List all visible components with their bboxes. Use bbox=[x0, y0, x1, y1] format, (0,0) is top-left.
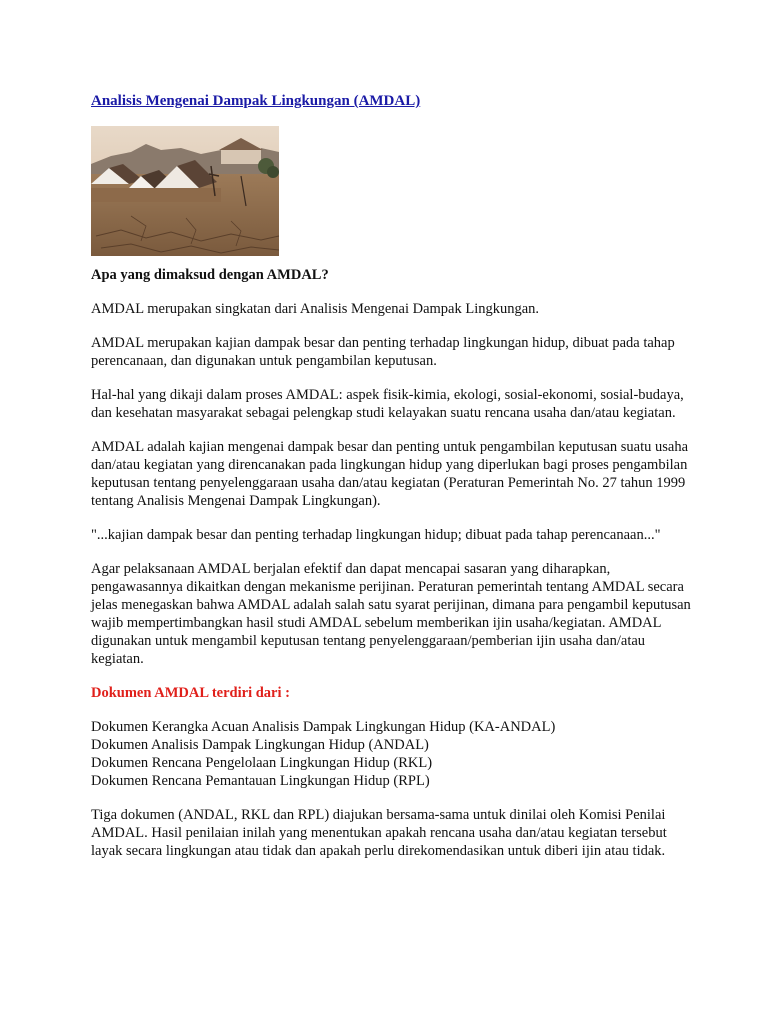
document-page bbox=[91, 92, 691, 860]
list-item: Dokumen Rencana Pemantauan Lingkungan Hidup (RPL) bbox=[91, 773, 430, 789]
paragraph-study: AMDAL merupakan kajian dampak besar dan penting terhadap lingkungan hidup, dibuat pada tahap perencanaan, dan digunakan untuk pengambilan keputusan. bbox=[91, 335, 675, 369]
paragraph-regulation: AMDAL adalah kajian mengenai dampak besar dan penting untuk pengambilan keputusan suatu usaha dan/atau kegiatan yang direncanakan pada lingkungan hidup yang diperlukan bagi proses pengambilan keputusan tentang penyelenggaraan usaha dan/atau kegiatan (Peraturan Pemerintah No. 27 tahun 1999 tentang Analisis Mengenai Dampak Lingkungan). bbox=[91, 439, 689, 509]
list-item: Dokumen Analisis Dampak Lingkungan Hidup (ANDAL) bbox=[91, 737, 429, 753]
paragraph-definition: AMDAL merupakan singkatan dari Analisis Mengenai Dampak Lingkungan. bbox=[91, 301, 540, 317]
paragraph-closing: Tiga dokumen (ANDAL, RKL dan RPL) diajukan bersama-sama untuk dinilai oleh Komisi Penilai AMDAL. Hasil penilaian inilah yang menentukan apakah rencana usaha dan/atau kegiatan tersebut layak secara lingkungan atau tidak dan apakah perlu direkomendasikan untuk diberi ijin atau tidak. bbox=[91, 807, 667, 859]
article-title-link[interactable]: Analisis Mengenai Dampak Lingkungan (AMDAL) bbox=[91, 93, 421, 109]
paragraph-quote: "...kajian dampak besar dan penting terhadap lingkungan hidup; dibuat pada tahap perencanaan..." bbox=[91, 527, 661, 543]
question-heading: Apa yang dimaksud dengan AMDAL? bbox=[91, 267, 329, 283]
paragraph-licensing: Agar pelaksanaan AMDAL berjalan efektif dan dapat mencapai sasaran yang diharapkan, pengawasannya dikaitkan dengan mekanisme perijinan. Peraturan pemerintah tentang AMDAL secara jelas menegaskan bahwa AMDAL adalah salah satu syarat perijinan, dimana para pengambil keputusan wajib mempertimbangkan hasil studi AMDAL sebelum memberikan ijin usaha/kegiatan. AMDAL digunakan untuk mengambil keputusan tentang penyelenggaraan/pemberian ijin usaha dan/atau kegiatan. bbox=[91, 561, 691, 667]
paragraph-aspects: Hal-hal yang dikaji dalam proses AMDAL: aspek fisik-kimia, ekologi, sosial-ekonomi, sosial-budaya, dan kesehatan masyarakat sebagai pelengkap studi kelayakan suatu rencana usaha dan/atau kegiatan. bbox=[91, 387, 684, 421]
flood-photo bbox=[91, 126, 279, 256]
list-item: Dokumen Kerangka Acuan Analisis Dampak Lingkungan Hidup (KA-ANDAL) bbox=[91, 719, 556, 735]
list-item: Dokumen Rencana Pengelolaan Lingkungan Hidup (RKL) bbox=[91, 755, 433, 771]
documents-heading: Dokumen AMDAL terdiri dari : bbox=[91, 685, 290, 701]
documents-list bbox=[91, 718, 691, 790]
